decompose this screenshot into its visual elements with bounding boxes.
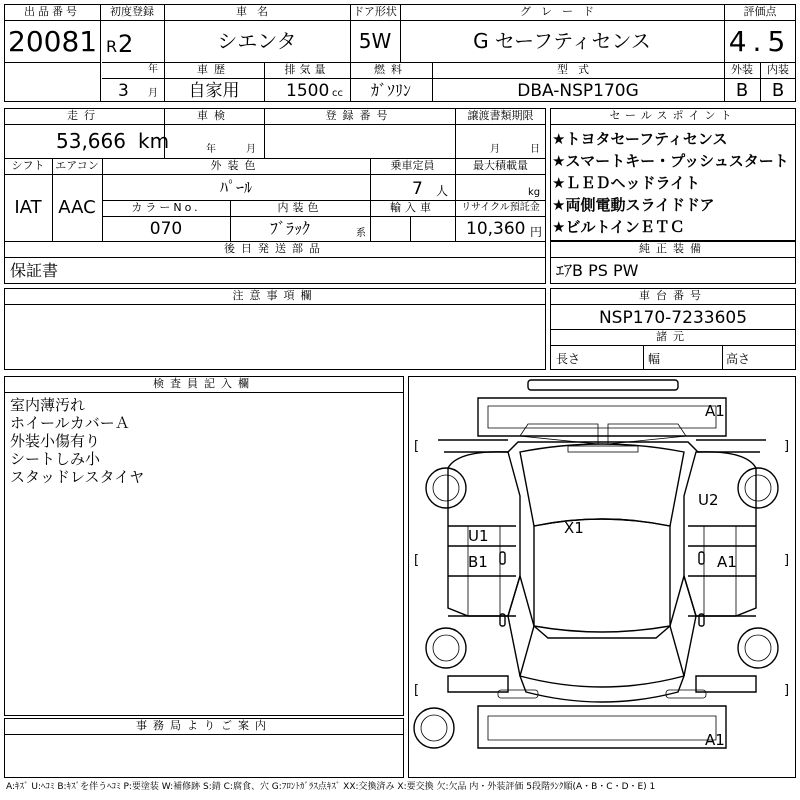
inspection-label: 車検 <box>197 109 231 122</box>
sales-point-item: ★ビルトインＥＴＣ <box>552 218 685 236</box>
cc-unit: cc <box>332 88 343 99</box>
mileage-value: 53,666 <box>56 129 126 153</box>
car-name-label: 車名 <box>236 5 278 18</box>
lot-no-value: 20081 <box>8 25 98 58</box>
kg-unit: kg <box>528 187 541 198</box>
inspection-month-unit: 月 <box>246 144 256 155</box>
score-label: 評価点 <box>743 5 777 18</box>
yen-unit: 円 <box>530 225 543 239</box>
reg-no-label: 登録番号 <box>325 109 394 122</box>
recycle-label: リサイクル預託金 <box>461 202 540 213</box>
mileage-label: 走行 <box>67 109 101 122</box>
svg-text:[: [ <box>414 683 420 698</box>
svg-text:]: ] <box>784 553 790 568</box>
car-diagram <box>408 376 796 778</box>
interior-grade-value: B <box>771 80 785 101</box>
mark-right-front-door: U2 <box>698 491 719 509</box>
max-load-label: 最大積載量 <box>473 159 528 172</box>
displacement-value: 1500 <box>286 81 330 101</box>
inspector-note-item: 外装小傷有り <box>10 432 101 450</box>
month-unit: 月 <box>148 88 158 99</box>
import-label: 輸入車 <box>390 201 435 214</box>
car-name-value: シエンタ <box>217 29 297 53</box>
sales-point-item: ★スマートキー・プッシュスタート <box>552 152 789 170</box>
equipment-label: 純正装備 <box>639 242 707 255</box>
chassis-value: NSP170-7233605 <box>598 308 748 328</box>
lot-no-label: 出品番号 <box>24 5 80 18</box>
fuel-label: 燃料 <box>374 63 408 76</box>
svg-text:]: ] <box>784 683 790 698</box>
inspector-note-item: シートしみ小 <box>10 450 101 468</box>
deadline-day-unit: 日 <box>530 144 540 155</box>
reg-year-value: 2 <box>118 30 134 58</box>
model-label: 型式 <box>557 63 599 76</box>
seats-label: 乗車定員 <box>390 159 435 172</box>
svg-text:[: [ <box>414 439 420 454</box>
history-value: 自家用 <box>188 81 240 101</box>
inspector-note-item: スタッドレスタイヤ <box>10 468 145 486</box>
inspector-label: 検査員記入欄 <box>153 377 255 390</box>
later-parts-value: 保証書 <box>10 261 59 280</box>
inspection-year-unit: 年 <box>206 144 216 155</box>
mark-rear-bumper: A1 <box>705 731 725 749</box>
first-reg-label: 初度登録 <box>110 5 154 18</box>
grade-value: G セーフティセンス <box>473 29 651 53</box>
width-label: 幅 <box>648 352 661 366</box>
exterior-label: 外装 <box>731 63 753 76</box>
notes-label: 注意事項欄 <box>232 289 318 302</box>
svg-text:[: [ <box>414 553 420 568</box>
color-no-label: カラーNo. <box>131 201 201 214</box>
int-color-value: ﾌﾞﾗｯｸ <box>269 219 310 238</box>
kei-unit: 系 <box>356 228 366 239</box>
aircon-label: エアコン <box>55 159 99 172</box>
year-unit: 年 <box>148 64 158 75</box>
ext-color-label: 外装色 <box>210 159 262 172</box>
aircon-value: AAC <box>58 197 96 218</box>
era-value: R <box>106 37 118 56</box>
mark-left-rear-door: B1 <box>468 553 488 571</box>
color-no-value: 070 <box>149 219 183 239</box>
mark-right-rear-door: A1 <box>717 553 737 571</box>
inspector-note-item: ホイールカバーＡ <box>10 414 130 432</box>
exterior-grade-value: B <box>735 80 749 101</box>
grade-label: グレード <box>520 5 604 18</box>
inspector-note-item: 室内薄汚れ <box>10 396 86 414</box>
mark-front-bumper: A1 <box>705 402 725 420</box>
displacement-label: 排気量 <box>284 63 330 76</box>
sales-points-list <box>552 128 796 238</box>
doc-deadline-label: 譲渡書類期限 <box>467 109 534 122</box>
reg-month-value: 3 <box>118 81 129 101</box>
height-label: 高さ <box>726 352 751 366</box>
length-label: 長さ <box>556 352 581 366</box>
persons-unit: 人 <box>436 184 449 198</box>
recycle-value: 10,360 <box>466 219 526 239</box>
shift-label: シフト <box>11 159 45 172</box>
dims-label: 諸元 <box>656 330 690 343</box>
chassis-label: 車台番号 <box>639 289 707 302</box>
km-unit: km <box>138 129 170 153</box>
later-parts-label: 後日発送部品 <box>224 242 326 255</box>
model-value: DBA-NSP170G <box>517 81 639 101</box>
sales-point-item: ★ＬＥＤヘッドライト <box>552 174 700 192</box>
interior-label: 内装 <box>767 63 789 76</box>
office-label: 事務局よりご案内 <box>136 719 272 732</box>
mark-roof: X1 <box>564 519 584 537</box>
sales-point-item: ★トヨタセーフティセンス <box>552 130 728 148</box>
svg-text:]: ] <box>784 439 790 454</box>
score-value: 4.5 <box>728 25 792 58</box>
ext-color-value: ﾊﾟｰﾙ <box>219 178 252 197</box>
sales-points-label: セールスポイント <box>609 109 737 122</box>
shift-value: IAT <box>14 197 42 218</box>
mark-left-front-door: U1 <box>468 527 489 545</box>
inspector-notes-list <box>10 396 400 486</box>
fuel-value: ｶﾞｿﾘﾝ <box>370 81 411 100</box>
deadline-month-unit: 月 <box>490 144 500 155</box>
sales-point-item: ★両側電動スライドドア <box>552 196 715 214</box>
int-color-label: 内装色 <box>277 201 323 214</box>
equipment-value: ｴｱB PS PW <box>556 261 639 280</box>
legend-text: A:ｷｽﾞ U:ﾍｺﾐ B:ｷｽﾞを伴うﾍｺﾐ P:要塗装 W:補修跡 S:錆 C:腐食、穴 G:ﾌﾛﾝﾄｶﾞﾗｽ点ｷｽﾞ XX:交換済み X:要交換 欠:欠品 内・外装評価 5段階ﾗﾝｸ順(A・B・C・D・E) 1 <box>6 782 656 792</box>
history-label: 車歴 <box>197 63 231 76</box>
seats-value: 7 <box>412 179 423 199</box>
door-label: ドア形状 <box>353 5 397 18</box>
door-value: 5W <box>358 29 392 53</box>
